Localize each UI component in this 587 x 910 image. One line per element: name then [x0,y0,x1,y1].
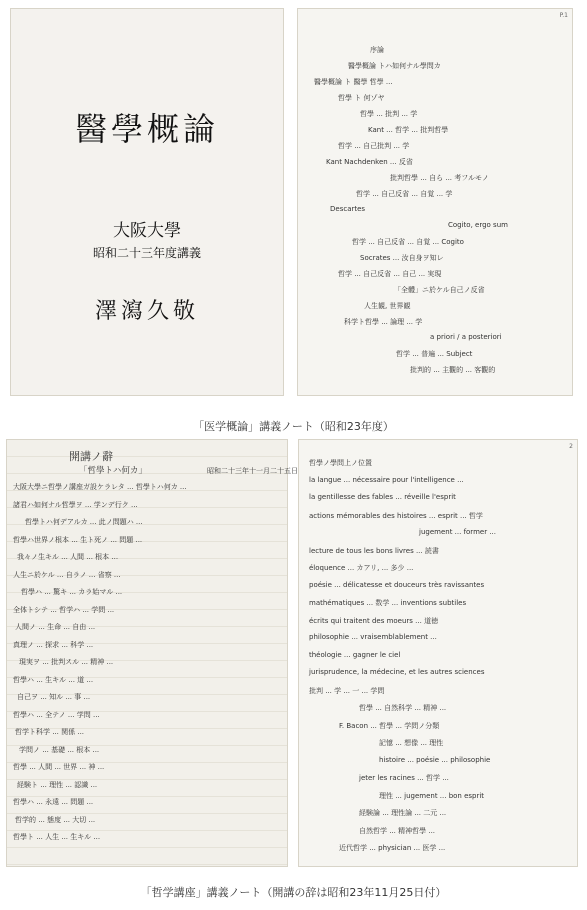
handwritten-line: 哲學ト ... 人生 ... 生キル ... [13,833,101,841]
note-page-3 [298,439,578,867]
handwritten-line: jeter les racines ... 哲学 ... [359,774,449,782]
handwritten-line: 批判的 ... 主觀的 ... 客觀的 [410,366,496,374]
handwritten-line: Socrates ... 汝自身ヲ知レ [360,254,444,262]
handwritten-line: 自己ヲ ... 知ル ... 事 ... [17,693,91,701]
handwritten-line: 哲學トハ何デアルカ ... 此ノ問題ハ ... [25,518,143,526]
handwritten-line: 「全體」ニ於ケル自己ノ反省 [394,286,485,294]
handwritten-line: 哲學 ... 批判 ... 学 [360,110,418,118]
handwritten-line: actions mémorables des histoires ... esprit ... 哲学 [309,511,483,520]
handwritten-line: 理性 ... jugement ... bon esprit [379,791,485,800]
page-mark: 2 [569,443,573,450]
handwritten-line: histoire ... poésie ... philosophie [379,755,491,764]
note-subheading: 「哲學トハ何カ」 [79,466,147,476]
handwritten-line: 哲學ハ ... 永遠 ... 問題 ... [13,798,94,806]
handwritten-line: 哲学 ... 自己反省 ... 自己 ... 実現 [338,270,442,278]
note-page-2 [6,439,298,867]
cover-author: 澤瀉久敬 [94,299,199,324]
handwritten-line: 経験論 ... 理性論 ... 二元 ... [359,809,447,817]
handwritten-line: la gentillesse des fables ... réveille l'esprit [309,493,456,501]
handwritten-line: 真理ノ ... 探求 ... 科学 ... [13,640,94,649]
handwritten-line: 哲學ノ學問上ノ位置 [309,459,372,467]
handwritten-line: 人生観, 世界観 [364,302,411,310]
handwritten-line: Kant ... 哲学 ... 批判哲學 [368,126,449,134]
handwritten-line: 記憶 ... 想像 ... 理性 [379,739,444,747]
cover-title: 醫學概論 [74,110,219,148]
handwritten-line: 諸君ハ如何ナル哲學ヲ ... 学ンデ行ク ... [13,500,138,509]
handwritten-line: 哲學ハ ... 驚キ ... カラ始マル ... [21,588,123,596]
handwritten-line: 全体トシテ ... 哲学ハ ... 学問 ... [13,605,115,614]
handwritten-line: a priori / a posteriori [430,333,502,341]
handwritten-line: écrits qui traitent des moeurs ... 道徳 [309,616,439,625]
cover-photo [10,8,284,396]
handwritten-line: 近代哲学 ... physician ... 医学 ... [339,844,446,852]
handwritten-line: F. Bacon ... 哲學 ... 学問ノ分類 [339,721,440,730]
note-page-1 [297,8,573,396]
page-mark: P.1 [559,12,568,19]
handwritten-line: Kant Nachdenken ... 反省 [326,158,413,166]
handwritten-line: 哲学 ... 自己反省 ... 自覚 ... 学 [356,190,453,198]
handwritten-line: philosophie ... vraisemblablement ... [309,633,437,641]
note-date: 昭和二十三年十一月二十五日 [207,467,298,475]
handwritten-line: 哲学 ... 普遍 ... Subject [396,350,473,358]
handwritten-line: 経験ト ... 理性 ... 認識 ... [17,780,98,789]
handwritten-line: Descartes [330,205,366,213]
handwritten-line: 学問ノ ... 基礎 ... 根本 ... [19,745,100,754]
handwritten-line: 哲學ハ世界ノ根本 ... 生ト死ノ ... 問題 ... [13,535,143,544]
handwritten-line: 醫學概論 ト 醫學 哲學 ... [314,78,393,86]
handwritten-line: 大阪大學ニ哲學ノ講座ガ設ケラレタ ... 哲學トハ何カ ... [13,483,187,491]
handwritten-line: 哲學ハ ... 生キル ... 道 ... [13,675,94,684]
cover-course: 昭和二十三年度講義 [92,246,201,260]
handwritten-line: 人間ノ ... 生命 ... 自由 ... [15,623,96,631]
handwritten-line: 科学ト哲學 ... 論理 ... 学 [344,318,423,326]
handwritten-line: 哲學 ... 人間 ... 世界 ... 神 ... [13,763,105,771]
handwritten-line: 哲學 ... 自然科学 ... 精神 ... [359,704,447,712]
handwritten-line: 批判 ... 学 ... 一 ... 学問 [309,686,385,695]
handwritten-line: jurisprudence, la médecine, et les autres sciences [309,668,485,676]
caption-top: 「医学概論」講義ノート（昭和23年度） [193,420,394,433]
handwritten-line: la langue ... nécessaire pour l'intelligence ... [309,475,464,484]
handwritten-line: 哲学 ... 自己反省 ... 自覚 ... Cogito [352,238,464,246]
handwritten-line: 自然哲学 ... 精神哲學 ... [359,826,436,835]
handwritten-line: lecture de tous les bons livres ... 読書 [309,546,439,555]
handwritten-line: 醫學概論 トハ如何ナル學問カ [348,62,441,70]
cover-university: 大阪大學 [113,221,181,241]
handwritten-line: 哲學 ト 何ゾヤ [338,94,385,102]
handwritten-line: mathématiques ... 数学 ... inventions subtiles [309,599,467,607]
handwritten-line: 哲學ハ ... 全テノ ... 学問 ... [13,710,100,719]
handwritten-line: Cogito, ergo sum [448,221,508,229]
caption-bottom: 「哲学講座」講義ノート（開講の辞は昭和23年11月25日付） [140,886,447,899]
handwritten-line: 哲学ト科学 ... 関係 ... [15,728,85,736]
handwritten-line: 現実ヲ ... 批判スル ... 精神 ... [19,658,114,666]
handwritten-line: poésie ... délicatesse et douceurs très ravissantes [309,580,485,589]
note-heading: 開講ノ辭 [69,450,113,463]
handwritten-line: 批判哲學 ... 自ら ... 考フルモノ [390,174,489,182]
handwritten-line: 人生ニ於ケル ... 自ラノ ... 省察 ... [13,570,121,579]
handwritten-line: 序論 [370,46,384,54]
handwritten-line: 哲学 ... 自己批判 ... 学 [338,142,410,150]
handwritten-line: jugement ... former ... [419,528,496,536]
handwritten-line: théologie ... gagner le ciel [309,650,401,659]
handwritten-line: éloquence ... カアリ, ... 多少 ... [309,564,414,572]
handwritten-line: 我々ノ生キル ... 人間 ... 根本 ... [17,553,119,561]
handwritten-line: 哲学的 ... 態度 ... 大切 ... [15,815,96,824]
